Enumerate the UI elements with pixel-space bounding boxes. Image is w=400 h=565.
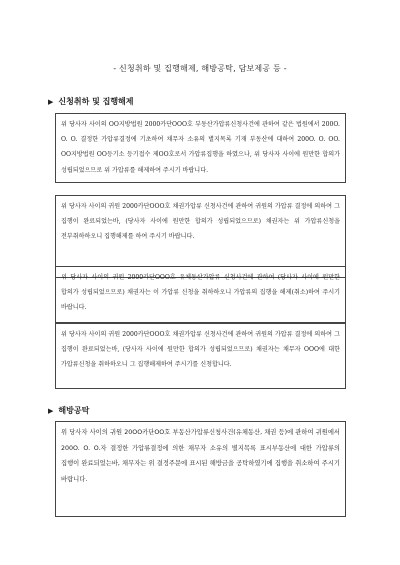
section-heading-deposit: [48, 405, 89, 416]
paragraph-box-2: 위 당사자 사이의 귀원 2000카단OOO호 채권가압류 신청사건에 관하여 귀원의 가압류 결정에 의하여 그 집행이 완료되었는바, (당사자 사이에 원만한 합의가 성립되었으므로) 채권자는 위 가압류신청을 전부취하하오니 집행해제를 하여 주시기 바랍니다.: [55, 195, 346, 278]
section-heading-label: 해방공탁: [58, 406, 90, 415]
section-heading-label: 신청취하 및 집행해제: [58, 97, 134, 106]
triangle-right-icon: ▶: [48, 406, 54, 415]
paragraph-box-1: 위 당사자 사이의 OO지방법원 2000카단OOO호 부동산가압류신청사건에 관하여 같은 법원에서 200O. O. O. 결정한 가압류결정에 기초하여 채무자 소유의 별지목록 기재 부동산에 대하여 200O. O. OO. OO지방법원 OO등기소 등기접수 제OO호로서 가압류집행을 하였으나, 위 당사자 사이에 원만한 합의가 성립되었으므로 위 가압류를 해제하여 주시기 바랍니다.: [55, 113, 346, 183]
paragraph-box-3: 위 당사자 사이의 귀원 2000카단OOO호 유체동산가압류 신청사건에 관하여 (당사자 사이에 원만한 합의가 성립되었으므로) 채권자는 이 가압류 신청을 취하하오니 가압류의 집행을 해제(취소)하여 주시기 바랍니다.: [55, 266, 346, 323]
section-heading-withdrawal: [48, 96, 134, 107]
triangle-right-icon: ▶: [48, 97, 54, 106]
paragraph-box-4: 위 당사자 사이의 귀원 2000카단OOO호 채권가압류 신청사건에 관하여 귀원의 가압류 결정에 의하여 그 집행이 완료되었는바, (당사자 사이에 원만한 합의가 성립되었으므로) 채권자는 채무자 OOO에 대한 가압류신청을 취하하오니 그 집행해제하여 주시기를 신청합니다.: [55, 323, 346, 389]
document-title: - 신청취하 및 집행해제, 해방공탁, 담보제공 등 -: [113, 64, 287, 73]
paragraph-box-5: 위 당사자 사이의 귀원 20OO카단OO호 부동산가압류신청사건(유체동산, 채권 등)에 관하여 귀원에서 200O. O. O.자 결정한 가압류결정에 의한 채무자 소유의 별지목록 표시부동산에 대한 가압류의 집행이 완료되었는바, 채무자는 위 결정주문에 표시된 해방금을 공탁하였기에 집행을 취소하여 주시기 바랍니다.: [55, 421, 346, 517]
